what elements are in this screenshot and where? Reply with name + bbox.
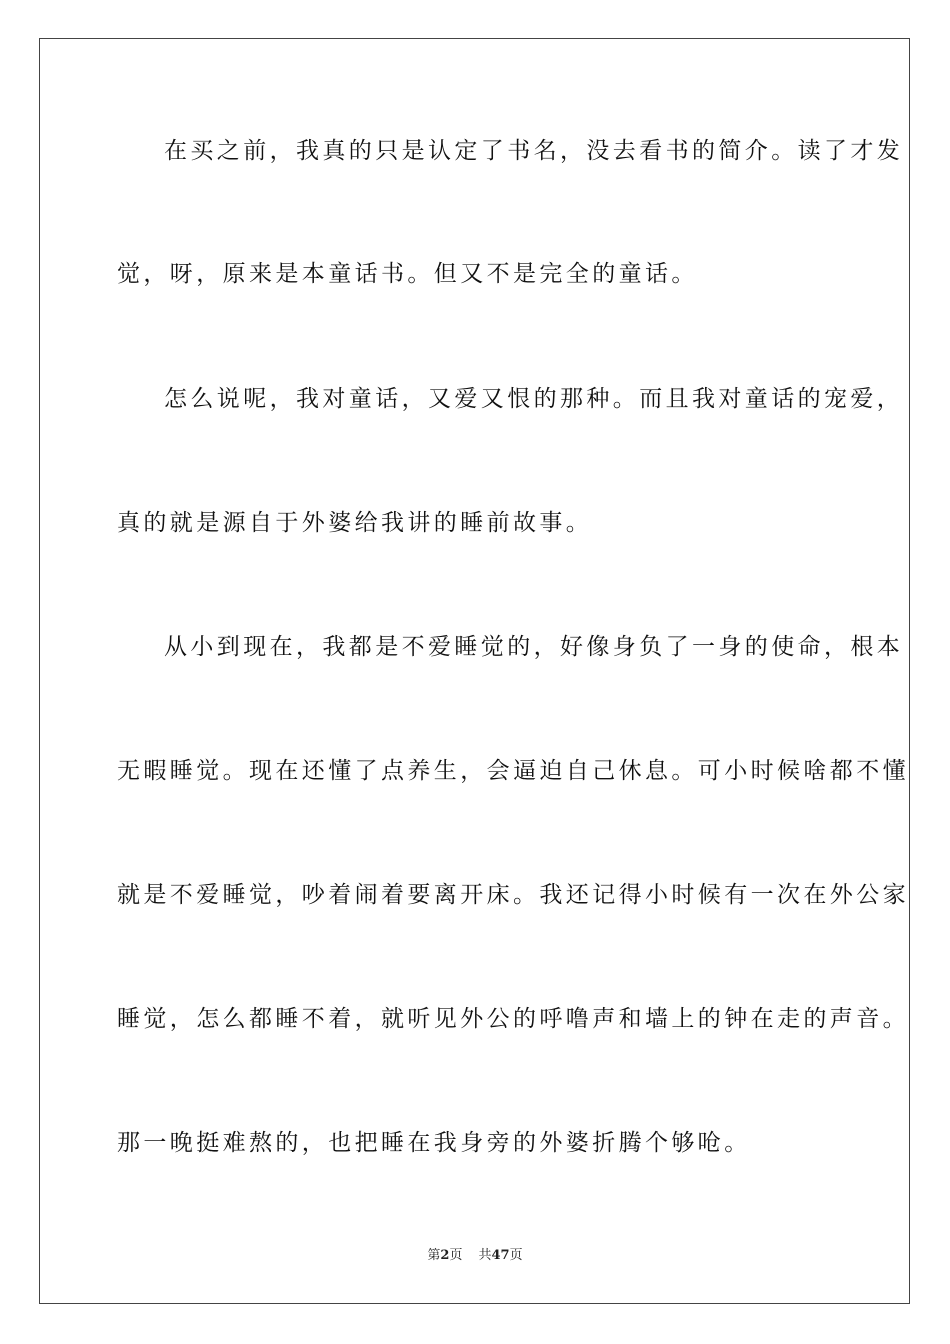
page-number: 2 — [440, 1248, 450, 1263]
total-pages: 47 — [491, 1248, 510, 1263]
page-prefix: 第 — [427, 1248, 441, 1263]
text-line: 从小到现在，我都是不爱睡觉的，好像身负了一身的使命，根本 — [164, 634, 904, 660]
total-prefix: 共 — [478, 1248, 492, 1263]
text-line: 睡觉，怎么都睡不着，就听见外公的呼噜声和墙上的钟在走的声音。 — [117, 1006, 909, 1032]
text-line: 真的就是源自于外婆给我讲的睡前故事。 — [117, 510, 593, 536]
text-line: 怎么说呢，我对童话，又爱又恨的那种。而且我对童话的宠爱， — [164, 386, 904, 412]
page-border — [39, 38, 910, 1304]
total-suffix: 页 — [509, 1248, 523, 1263]
text-line: 在买之前，我真的只是认定了书名，没去看书的简介。读了才发 — [164, 138, 904, 164]
page-footer — [0, 1248, 950, 1264]
text-line: 觉，呀，原来是本童话书。但又不是完全的童话。 — [117, 261, 698, 287]
text-line: 那一晚挺难熬的，也把睡在我身旁的外婆折腾个够呛。 — [117, 1130, 751, 1156]
text-line: 无暇睡觉。现在还懂了点养生，会逼迫自己休息。可小时候啥都不懂 — [117, 758, 909, 784]
page-suffix: 页 — [449, 1248, 463, 1263]
text-line: 就是不爱睡觉，吵着闹着要离开床。我还记得小时候有一次在外公家 — [117, 882, 909, 908]
